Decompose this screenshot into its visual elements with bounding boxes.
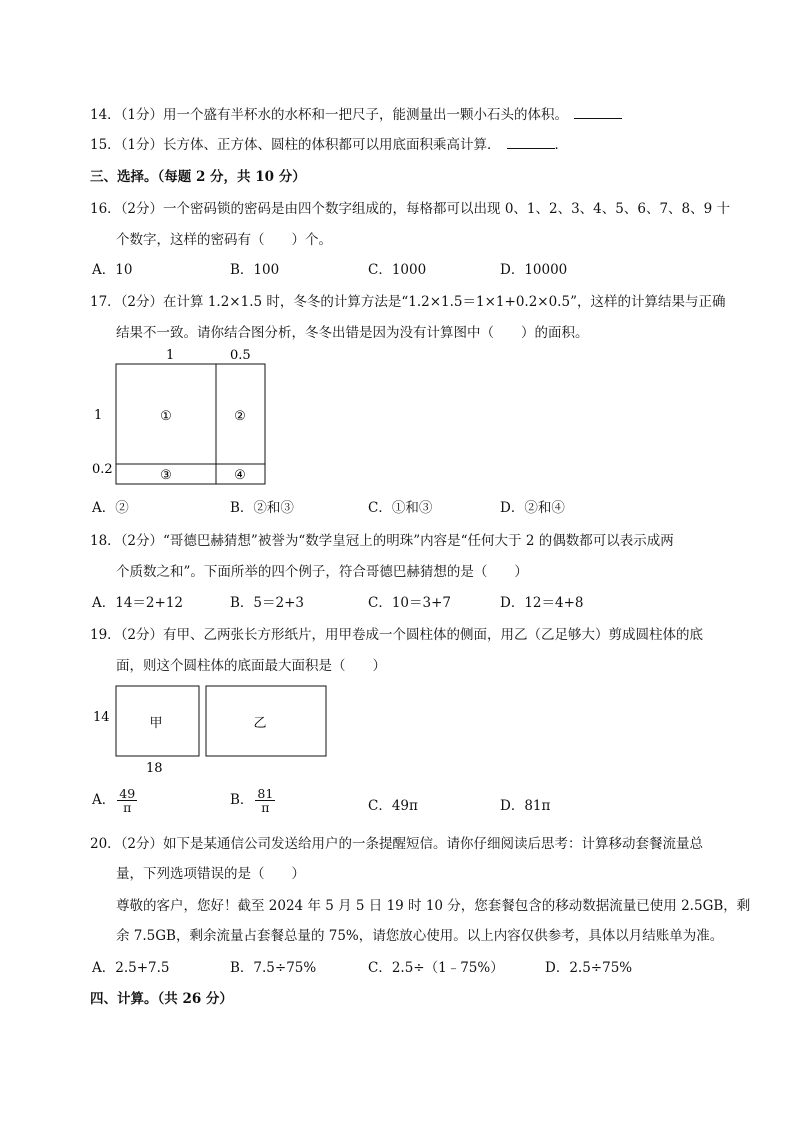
option-b[interactable]: B．②和③: [230, 500, 294, 516]
question-text: “哥德巴赫猜想”被誉为“数学皇冠上的明珠”内容是“任何大于 2 的偶数都可以表示成两: [163, 533, 674, 549]
cell-2-label: ②: [234, 409, 246, 424]
question-text-cont: 个质数之和”。下面所举的四个例子，符合哥德巴赫猜想的是（ ）: [116, 564, 528, 580]
question-score: （2分）: [120, 836, 164, 852]
question-19: [90, 623, 703, 643]
question-text-cont: 量，下列选项错误的是（ ）: [116, 866, 305, 882]
height-label: 14: [93, 710, 110, 725]
question-score: （2分）: [120, 533, 164, 549]
width-label: 18: [146, 761, 163, 776]
fraction: $\frac{81}{\pi}$: [257, 786, 274, 815]
outer-rect: [116, 364, 265, 484]
question-text-cont: 个数字，这样的密码有（ ）个。: [116, 232, 332, 248]
sheet-jia-label: 甲: [149, 716, 163, 731]
question-number: 20．: [90, 836, 121, 852]
cell-4-label: ④: [234, 468, 246, 483]
question-15: [90, 133, 568, 153]
sheet-yi-label: 乙: [253, 716, 267, 731]
option-a[interactable]: A．14＝2+12: [92, 595, 184, 611]
question-18: [90, 529, 674, 549]
sms-text-line-2: 余 7.5GB，剩余流量占套餐总量的 75%，请您放心使用。以上内容仅供参考，具体以月结账单为准。: [116, 928, 724, 944]
option-b[interactable]: B． $\frac{81}{\pi}$: [230, 786, 274, 815]
question-score: （2分）: [120, 201, 164, 217]
option-a[interactable]: A．2.5+7.5: [92, 960, 170, 976]
area-model-figure: [88, 342, 278, 487]
option-d[interactable]: D．2.5÷75%: [545, 960, 633, 976]
fraction: $\frac{49}{\pi}$: [119, 786, 136, 815]
option-a[interactable]: A． $\frac{49}{\pi}$: [92, 786, 136, 815]
section-title: 四、计算。（共 26 分）: [90, 991, 233, 1007]
section-title: 三、选择。（每题 2 分，共 10 分）: [90, 169, 306, 185]
option-d[interactable]: D．②和④: [500, 500, 565, 516]
option-d[interactable]: D．81π: [500, 798, 551, 814]
option-b[interactable]: B．5＝2+3: [230, 595, 304, 611]
option-b[interactable]: B．100: [230, 262, 280, 278]
answer-blank[interactable]: [574, 106, 622, 119]
answer-blank[interactable]: [507, 136, 555, 149]
question-text: 用一个盛有半杯水的水杯和一把尺子，能测量出一颗小石头的体积。: [163, 107, 569, 123]
question-17: [90, 290, 725, 310]
option-c[interactable]: C．2.5÷（1﹣75%）: [368, 960, 504, 976]
question-tail: ．: [554, 137, 569, 153]
question-number: 15．: [90, 137, 121, 153]
left-label-0.2: 0.2: [92, 462, 113, 477]
question-number: 14．: [90, 107, 121, 123]
question-20: [90, 832, 703, 852]
question-number: 17．: [90, 294, 121, 310]
cell-3-label: ③: [160, 468, 172, 483]
option-d[interactable]: D．12＝4+8: [500, 595, 584, 611]
sms-text-line-1: 尊敬的客户，您好！截至 2024 年 5 月 5 日 19 时 10 分，您套餐包含的移动数据流量已使用 2.5GB，剩: [116, 898, 751, 914]
option-d[interactable]: D．10000: [500, 262, 568, 278]
question-text-cont: 面，则这个圆柱体的底面最大面积是（ ）: [116, 658, 386, 674]
option-a[interactable]: A．②: [92, 500, 129, 516]
option-c[interactable]: C．49π: [368, 798, 418, 814]
option-c[interactable]: C．10＝3+7: [368, 595, 451, 611]
top-label-0.5: 0.5: [230, 348, 251, 363]
question-text-cont: 结果不一致。请你结合图分析，冬冬出错是因为没有计算图中（ ）的面积。: [116, 325, 589, 341]
left-label-1: 1: [94, 408, 103, 423]
option-b[interactable]: B．7.5÷75%: [230, 960, 317, 976]
question-number: 16．: [90, 201, 121, 217]
option-c[interactable]: C．1000: [368, 262, 427, 278]
question-text: 如下是某通信公司发送给用户的一条提醒短信。请你仔细阅读后思考：计算移动套餐流量总: [163, 836, 704, 852]
option-a[interactable]: A．10: [92, 262, 133, 278]
question-score: （1分）: [120, 107, 164, 123]
question-16: [90, 197, 730, 217]
question-score: （2分）: [120, 294, 164, 310]
question-text: 有甲、乙两张长方形纸片，用甲卷成一个圆柱体的侧面，用乙（乙足够大）剪成圆柱体的底: [163, 627, 704, 643]
top-label-1: 1: [166, 348, 175, 363]
cell-1-label: ①: [160, 409, 172, 424]
question-score: （2分）: [120, 627, 164, 643]
question-14: [90, 103, 622, 123]
paper-sheets-figure: [88, 684, 333, 776]
question-text: 长方体、正方体、圆柱的体积都可以用底面积乘高计算．: [163, 137, 501, 153]
question-number: 19．: [90, 627, 121, 643]
question-number: 18．: [90, 533, 121, 549]
option-c[interactable]: C．①和③: [368, 500, 433, 516]
question-text: 一个密码锁的密码是由四个数字组成的，每格都可以出现 0、1、2、3、4、5、6、7、8、9 十: [163, 201, 731, 217]
question-text: 在计算 1.2×1.5 时，冬冬的计算方法是“1.2×1.5＝1×1+0.2×0.5”，这样的计算结果与正确: [163, 294, 726, 310]
question-score: （1分）: [120, 137, 164, 153]
